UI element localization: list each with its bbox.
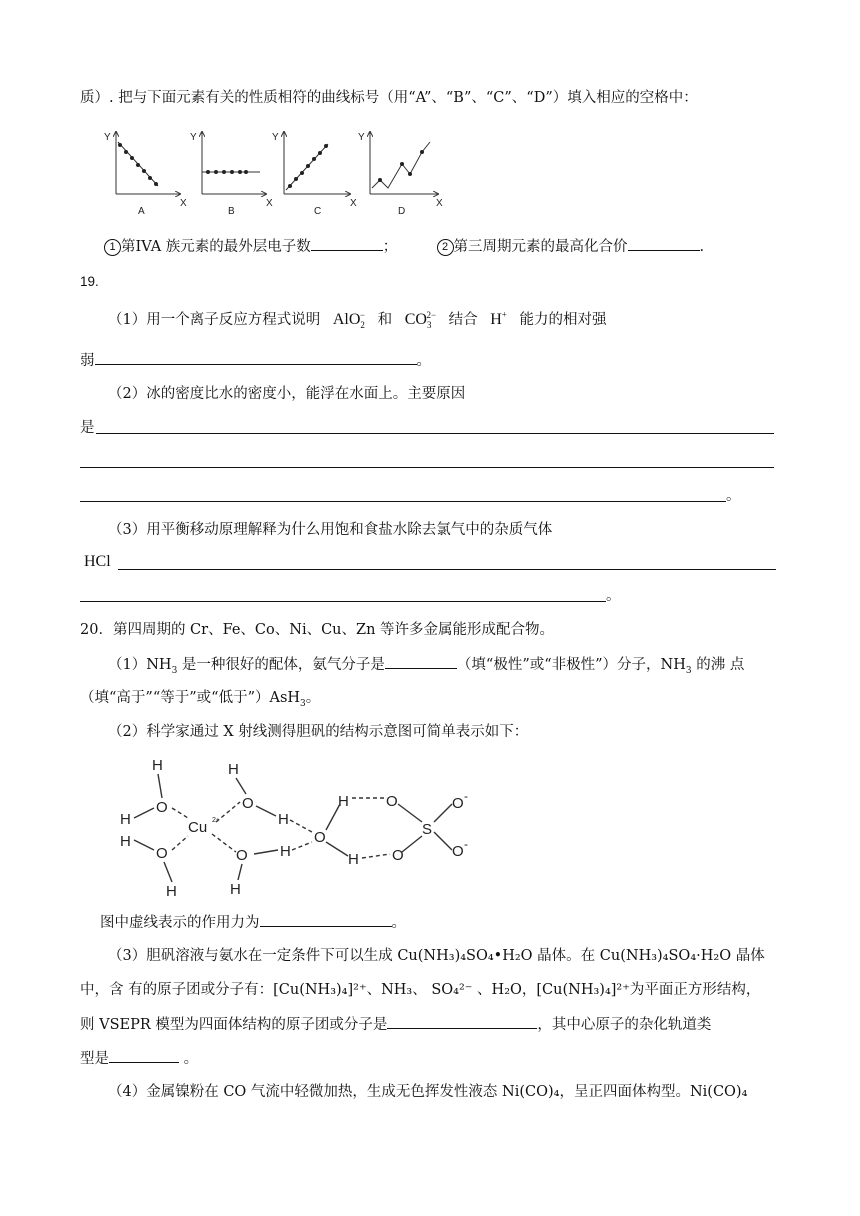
graph-b [202,132,266,194]
answer-line-19-2a[interactable] [96,433,774,434]
graph-d-y: Y [358,132,365,143]
svg-text:H: H [230,881,241,898]
item2-text: 第三周期元素的最高化合价 [453,239,628,255]
q19-p1-line2: 弱 。 [80,350,431,371]
q18-intro: 质）. 把与下面元素有关的性质相符的曲线标号（用“A”、“B”、“C”、“D”）填入相应的空格中： [80,90,698,106]
svg-text:H: H [166,883,177,900]
svg-text:O: O [156,845,168,862]
answer-blank-20-1a[interactable] [385,654,457,669]
graph-d-x: X [436,198,443,209]
svg-text:H: H [152,757,163,774]
graph-a [116,132,180,194]
svg-text:H: H [278,811,289,828]
q20-p2: （2）科学家通过 X 射线测得胆矾的结构示意图可简单表示如下： [108,724,529,740]
graph-b-x: X [266,198,273,209]
q20-p4: （4）金属镍粉在 CO 气流中轻微加热，生成无色挥发性液态 Ni(CO)₄，呈正四面体构型。Ni(CO)₄ [108,1084,748,1100]
q20-p3-line3: 则 VSEPR 模型为四面体结构的原子团或分子是 ，其中心原子的杂化轨道类 [80,1014,711,1035]
svg-text:H: H [280,843,291,860]
svg-text:O: O [236,847,248,864]
q19-p3-end: 。 [606,588,621,604]
answer-line-19-2c[interactable] [80,501,726,502]
graph-a-label: A [138,206,145,217]
svg-text:Cu: Cu [188,819,208,836]
q19-p2-line2: 是 [80,420,95,436]
q20-p3-line4: 型是 。 [80,1048,198,1069]
graph-c-y: Y [272,132,279,143]
svg-text:H: H [120,811,131,828]
q20-p2-caption: 图中虚线表示的作用力为 。 [100,912,406,933]
svg-text:O: O [452,843,464,860]
q20-p1-line2: （填“高于”“等于”或“低于”）AsH$_3$。 [80,690,321,709]
svg-text:O: O [452,795,464,812]
graph-b-label: B [228,206,235,217]
answer-blank-18-2[interactable] [628,236,700,251]
answer-blank-20-3b[interactable] [109,1048,179,1063]
q19-p3-hcl: HCl [84,553,111,570]
q18-items: 1 第IVA 族元素的最外层电子数 ； 2 第三周期元素的最高化合价 . [104,236,704,257]
answer-blank-20-2[interactable] [260,912,392,927]
q19-p1: （1）用一个离子反应方程式说明 AlO$_2$− 和 $CO_3^{2-}$ 结合 H+ 能力的相对强 [108,309,607,331]
q20-intro: 20．第四周期的 Cr、Fe、Co、Ni、Cu、Zn 等许多金属能形成配合物。 [80,622,555,638]
graph-a-y: Y [104,132,111,143]
svg-text:2+: 2+ [212,817,220,824]
q19-p3: （3）用平衡移动原理解释为什么用饱和食盐水除去氯气中的杂质气体 [108,522,553,538]
graph-c-label: C [314,206,322,217]
graph-b-y: Y [190,132,197,143]
item2-number: 2 [437,239,454,256]
svg-text:O: O [392,847,404,864]
svg-text:H: H [338,793,349,810]
svg-text:S: S [422,821,433,838]
q19-number: 19. [80,274,99,289]
svg-text:-: - [464,789,468,803]
graph-c [284,132,350,194]
answer-line-19-3b[interactable] [80,601,606,602]
q20-p3-line2: 中，含 有的原子团或分子有：[Cu(NH₃)₄]²⁺、NH₃、 SO₄²⁻ 、H₂O，[Cu(NH₃)₄]²⁺为平面正方形结构， [80,982,761,998]
graph-d [370,132,438,194]
answer-line-19-2b[interactable] [80,467,774,468]
svg-text:-: - [464,837,468,851]
q18-graphs [100,128,460,220]
q20-p1: $(1)NH_3$ 是一种很好的配体，氨气分子是 （填“极性”或“非极性”）分子，$NH_3$ 的沸 点 [108,654,744,675]
cuso4-structure-diagram [112,752,482,902]
svg-text:O: O [314,829,326,846]
item1-number: 1 [104,239,121,256]
graph-c-x: X [350,198,357,209]
svg-text:O: O [156,799,168,816]
answer-blank-20-3a[interactable] [387,1014,537,1029]
svg-text:O: O [242,795,254,812]
svg-text:O: O [386,793,398,810]
answer-blank-18-1[interactable] [311,236,383,251]
answer-line-19-3a[interactable] [118,569,776,570]
item1-text: 第IVA 族元素的最外层电子数 [121,239,311,255]
q19-p2-end: 。 [726,488,741,504]
q19-p2: （2）冰的密度比水的密度小，能浮在水面上。主要原因 [108,386,466,402]
answer-blank-19-1[interactable] [95,350,417,365]
graph-a-x: X [180,198,187,209]
svg-text:H: H [228,761,239,778]
q20-p3-line1: （3）胆矾溶液与氨水在一定条件下可以生成 Cu(NH₃)₄SO₄•H₂O 晶体。在 Cu(NH₃)₄SO₄·H₂O 晶体 [108,948,765,964]
graph-d-label: D [398,206,406,217]
svg-text:H: H [120,833,131,850]
svg-text:H: H [348,851,359,868]
